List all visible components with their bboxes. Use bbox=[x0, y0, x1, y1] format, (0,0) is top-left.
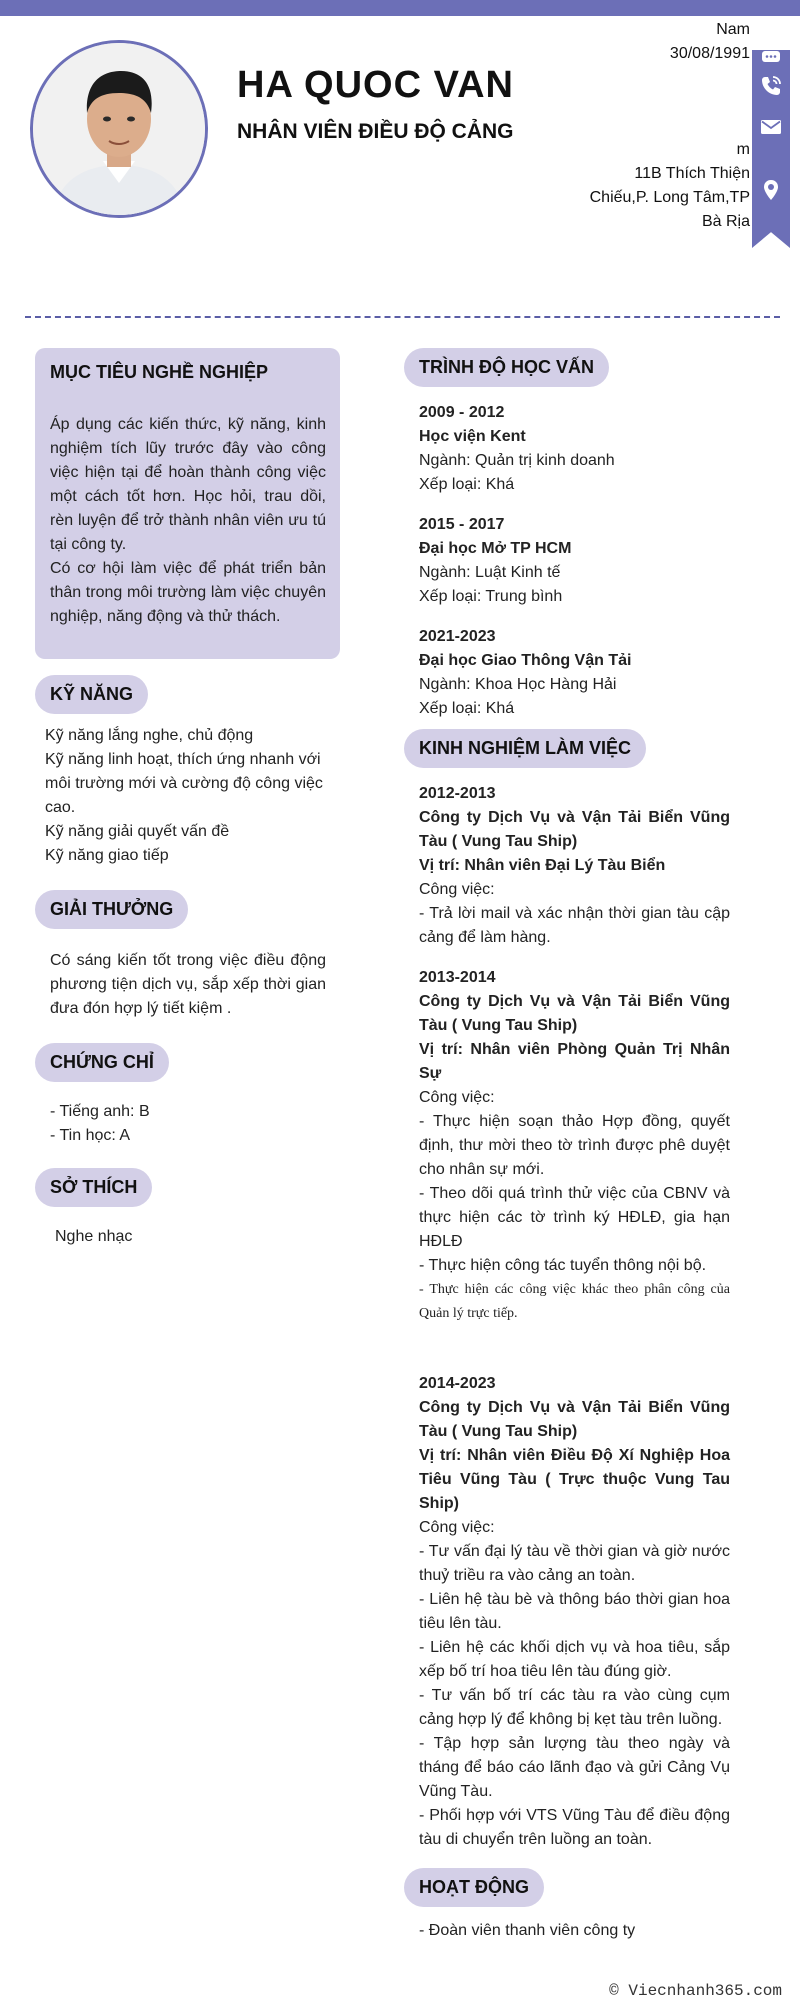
skill-item: Kỹ năng linh hoạt, thích ứng nhanh với môi trường mới và cường độ công việc cao. bbox=[45, 751, 323, 816]
job-duty: - Phối hợp với VTS Vũng Tàu để điều động tàu di chuyển trên luồng an toàn. bbox=[419, 1807, 730, 1848]
job-duty: - Trả lời mail và xác nhận thời gian tàu cập cảng để làm hàng. bbox=[419, 905, 730, 946]
job-duties-label: Công việc: bbox=[419, 1089, 495, 1106]
skills-section bbox=[35, 675, 340, 868]
job-note: - Thực hiện các công việc khác theo phân công của Quản lý trực tiếp. bbox=[419, 1282, 730, 1321]
job-duty: - Tập hợp sản lượng tàu theo ngày và tháng để báo cáo lãnh đạo và gửi Cảng Vụ Vũng Tàu. bbox=[419, 1735, 730, 1800]
career-objective-section bbox=[35, 348, 340, 659]
education-list bbox=[419, 401, 730, 721]
education-school: Đại học Giao Thông Vận Tải bbox=[419, 652, 632, 669]
job-duty: - Thực hiện soạn thảo Hợp đồng, quyết định, thư mời theo tờ trình được phê duyệt cho nhân sự mới. bbox=[419, 1113, 730, 1178]
certificates-title: CHỨNG CHỈ bbox=[35, 1043, 169, 1082]
skill-item: Kỹ năng lắng nghe, chủ động bbox=[45, 727, 254, 744]
job-item bbox=[419, 782, 730, 950]
job-position: Vị trí: Nhân viên Đại Lý Tàu Biển bbox=[419, 857, 666, 874]
right-column bbox=[404, 348, 730, 1943]
activities-list bbox=[419, 1919, 730, 1943]
job-duty: - Liên hệ các khối dịch vụ và hoa tiêu, sắp xếp bố trí hoa tiêu lên tàu đúng giờ. bbox=[419, 1639, 730, 1680]
phone-placeholder bbox=[490, 66, 750, 138]
education-school: Học viện Kent bbox=[419, 428, 526, 445]
skill-item: Kỹ năng giải quyết vấn đề bbox=[45, 823, 230, 840]
header-divider bbox=[25, 316, 780, 318]
education-grade: Xếp loại: Trung bình bbox=[419, 588, 563, 605]
education-major: Ngành: Luật Kinh tế bbox=[419, 564, 561, 581]
skill-item: Kỹ năng giao tiếp bbox=[45, 847, 169, 864]
certificate-item: - Tin học: A bbox=[50, 1127, 131, 1144]
site-watermark: © Viecnhanh365.com bbox=[609, 1982, 782, 2000]
birthdate-value: 30/08/1991 bbox=[669, 45, 750, 62]
certificates-list bbox=[50, 1100, 340, 1148]
job-company: Công ty Dịch Vụ và Vận Tải Biển Vũng Tàu ( Vung Tau Ship) bbox=[419, 1399, 730, 1440]
job-duty: - Tư vấn đại lý tàu về thời gian và giờ nước thuỷ triều ra vào cảng an toàn. bbox=[419, 1543, 730, 1584]
activity-item: - Đoàn viên thanh viên công ty bbox=[419, 1922, 636, 1939]
education-period: 2021-2023 bbox=[419, 628, 496, 645]
phone-icon bbox=[759, 74, 783, 98]
left-column bbox=[35, 348, 340, 1249]
education-period: 2015 - 2017 bbox=[419, 516, 505, 533]
job-item bbox=[419, 966, 730, 1326]
contact-icon-ribbon bbox=[752, 50, 790, 248]
objective-title: MỤC TIÊU NGHỀ NGHIỆP bbox=[50, 362, 269, 382]
hobbies-section bbox=[35, 1168, 340, 1249]
education-item bbox=[419, 401, 730, 497]
education-period: 2009 - 2012 bbox=[419, 404, 505, 421]
activities-title: HOẠT ĐỘNG bbox=[404, 1868, 544, 1907]
education-item bbox=[419, 625, 730, 721]
job-company: Công ty Dịch Vụ và Vận Tải Biển Vũng Tàu ( Vung Tau Ship) bbox=[419, 993, 730, 1034]
education-major: Ngành: Khoa Học Hàng Hải bbox=[419, 676, 617, 693]
activities-section bbox=[404, 1868, 730, 1943]
awards-title: GIẢI THƯỞNG bbox=[35, 890, 188, 929]
candidate-job-title: NHÂN VIÊN ĐIỀU ĐỘ CẢNG bbox=[237, 120, 514, 143]
mail-icon bbox=[759, 115, 783, 139]
job-period: 2012-2013 bbox=[419, 785, 496, 802]
gender-value: Nam bbox=[716, 21, 750, 38]
skills-title: KỸ NĂNG bbox=[35, 675, 148, 714]
education-grade: Xếp loại: Khá bbox=[419, 700, 515, 717]
job-position: Vị trí: Nhân viên Điều Độ Xí Nghiệp Hoa Tiêu Vũng Tàu ( Trực thuộc Vung Tau Ship) bbox=[419, 1447, 730, 1512]
location-icon bbox=[759, 178, 783, 202]
email-value: m bbox=[736, 141, 750, 158]
education-title: TRÌNH ĐỘ HỌC VẤN bbox=[404, 348, 609, 387]
education-grade: Xếp loại: Khá bbox=[419, 476, 515, 493]
address-line-1: 11B Thích Thiện bbox=[634, 165, 750, 182]
education-major: Ngành: Quản trị kinh doanh bbox=[419, 452, 615, 469]
objective-paragraph: Có cơ hội làm việc để phát triển bản thân trong môi trường làm việc chuyên nghiệp, năng động và thử thách. bbox=[50, 560, 326, 625]
top-accent-bar bbox=[0, 0, 800, 16]
job-duty: - Thực hiện công tác tuyển thông nội bộ. bbox=[419, 1257, 707, 1274]
awards-section bbox=[35, 890, 340, 1021]
experience-section bbox=[404, 729, 730, 1852]
skills-list bbox=[45, 724, 340, 868]
candidate-name: HA QUOC VAN bbox=[237, 64, 514, 106]
job-duty: - Theo dõi quá trình thử việc của CBNV và thực hiện các tờ trình ký HĐLĐ, gia hạn HĐLĐ bbox=[419, 1185, 730, 1250]
address-line-2: Chiếu,P. Long Tâm,TP bbox=[589, 189, 750, 206]
chat-icon bbox=[759, 44, 783, 68]
education-section bbox=[404, 348, 730, 721]
certificates-section bbox=[35, 1043, 340, 1148]
objective-text bbox=[50, 413, 326, 629]
job-period: 2013-2014 bbox=[419, 969, 496, 986]
profile-photo bbox=[30, 40, 208, 218]
hobby-text: Nghe nhạc bbox=[55, 1228, 133, 1245]
job-duty: - Liên hệ tàu bè và thông báo thời gian hoa tiêu lên tàu. bbox=[419, 1591, 730, 1632]
contact-info bbox=[490, 18, 750, 234]
education-school: Đại học Mở TP HCM bbox=[419, 540, 572, 557]
job-duties-label: Công việc: bbox=[419, 1519, 495, 1536]
job-item bbox=[419, 1372, 730, 1852]
hobbies-title: SỞ THÍCH bbox=[35, 1168, 152, 1207]
address-line-3: Bà Rịa bbox=[701, 213, 750, 230]
job-duty: - Tư vấn bố trí các tàu ra vào cùng cụm cảng hợp lý để không bị kẹt tàu trên luồng. bbox=[419, 1687, 730, 1728]
job-company: Công ty Dịch Vụ và Vận Tải Biển Vũng Tàu ( Vung Tau Ship) bbox=[419, 809, 730, 850]
awards-text: Có sáng kiến tốt trong việc điều động phương tiện dịch vụ, sắp xếp thời gian đưa đón hợp lý tiết kiệm . bbox=[50, 952, 326, 1017]
experience-list bbox=[419, 782, 730, 1852]
job-period: 2014-2023 bbox=[419, 1375, 496, 1392]
certificate-item: - Tiếng anh: B bbox=[50, 1103, 150, 1120]
job-position: Vị trí: Nhân viên Phòng Quản Trị Nhân Sự bbox=[419, 1041, 730, 1082]
experience-title: KINH NGHIỆM LÀM VIỆC bbox=[404, 729, 646, 768]
job-duties-label: Công việc: bbox=[419, 881, 495, 898]
education-item bbox=[419, 513, 730, 609]
objective-paragraph: Áp dụng các kiến thức, kỹ năng, kinh nghiệm tích lũy trước đây vào công việc hiện tại để hoàn thành công việc một cách tốt hơn. Học hỏi, trau dồi, rèn luyện để trở thành nhân viên ưu tú tại công ty. bbox=[50, 416, 326, 553]
